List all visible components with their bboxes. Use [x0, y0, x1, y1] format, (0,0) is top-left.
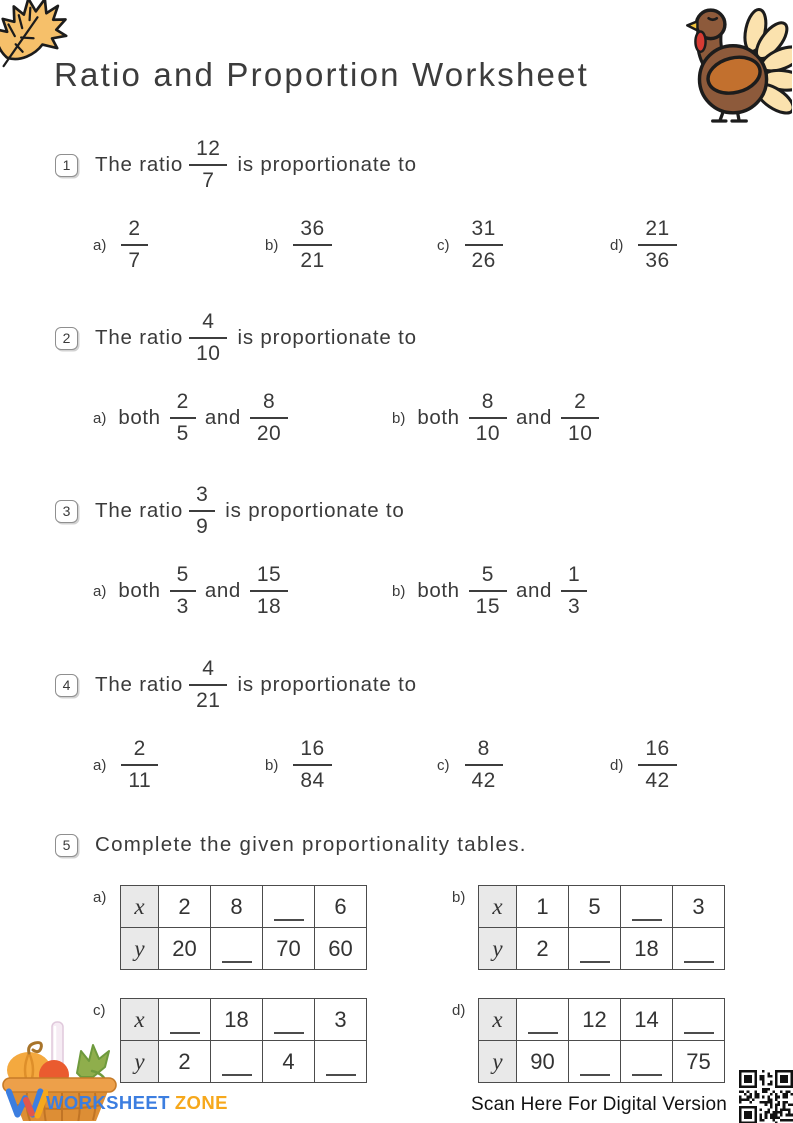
options-row	[0, 733, 793, 797]
fraction-numerator: 3	[189, 483, 215, 512]
row-header-y: y	[121, 1041, 159, 1083]
option-label: b)	[265, 756, 279, 774]
fraction	[170, 563, 196, 619]
row-header-y: y	[121, 928, 159, 970]
fraction	[189, 483, 215, 539]
fraction-denominator: 3	[568, 595, 581, 618]
table-cell: 2	[517, 928, 569, 970]
question-4	[0, 653, 793, 803]
brand-logo-text	[46, 1092, 228, 1114]
table-cell	[621, 1041, 673, 1083]
proportionality-table-a	[120, 885, 367, 970]
fraction-numerator: 1	[561, 563, 587, 592]
options-row	[0, 559, 793, 623]
fraction	[465, 217, 503, 273]
question-prompt	[55, 830, 527, 860]
row-header-x: x	[479, 999, 517, 1041]
fraction-denominator: 7	[202, 169, 215, 192]
question-prompt	[55, 133, 417, 197]
fraction-numerator: 16	[293, 737, 331, 766]
fraction	[561, 390, 599, 446]
fraction-denominator: 3	[176, 595, 189, 618]
table-cell: 70	[263, 928, 315, 970]
prompt-text: Complete the given proportionality tables.	[95, 833, 527, 856]
option-a	[93, 559, 294, 623]
options-row	[0, 386, 793, 450]
fraction	[250, 563, 288, 619]
prompt-text: is proportionate to	[237, 326, 417, 349]
option-word: and	[204, 406, 241, 429]
fraction-numerator: 8	[465, 737, 503, 766]
option-word: both	[417, 406, 460, 429]
option-d	[610, 733, 683, 797]
fraction	[469, 563, 507, 619]
option-word: and	[204, 579, 241, 602]
table-row-x	[121, 999, 367, 1041]
option-c	[437, 213, 509, 277]
qr-code-icon	[739, 1070, 793, 1123]
fraction	[189, 657, 227, 713]
fraction-denominator: 15	[475, 595, 501, 618]
option-word: both	[118, 579, 161, 602]
table-cell: 3	[673, 886, 725, 928]
fraction-numerator: 8	[250, 390, 288, 419]
question-2	[0, 306, 793, 456]
option-word: and	[516, 406, 553, 429]
option-b	[392, 559, 593, 623]
fraction-numerator: 2	[561, 390, 599, 419]
proportionality-table-d	[478, 998, 725, 1083]
fraction	[561, 563, 587, 619]
option-word: both	[118, 406, 161, 429]
question-number-badge: 3	[55, 500, 78, 523]
row-header-x: x	[121, 999, 159, 1041]
option-label: d)	[610, 756, 624, 774]
proportionality-table-b	[478, 885, 725, 970]
prompt-text: is proportionate to	[225, 499, 405, 522]
table-cell	[263, 999, 315, 1041]
table-cell: 2	[159, 1041, 211, 1083]
fraction-denominator: 10	[568, 422, 593, 445]
fraction	[170, 390, 196, 446]
table-cell	[263, 886, 315, 928]
fraction-numerator: 4	[189, 310, 227, 339]
table-row-y	[121, 1041, 367, 1083]
page-title: Ratio and Proportion Worksheet	[54, 56, 589, 93]
option-label: d)	[610, 236, 624, 254]
fraction-numerator: 5	[170, 563, 196, 592]
fraction-numerator: 2	[170, 390, 196, 419]
option-word: both	[417, 579, 460, 602]
fraction-numerator: 2	[121, 217, 147, 246]
table-cell: 8	[211, 886, 263, 928]
question-5	[0, 830, 793, 862]
table-cell	[569, 1041, 621, 1083]
option-a	[93, 386, 294, 450]
fraction-denominator: 36	[645, 249, 670, 272]
fraction-numerator: 2	[121, 737, 158, 766]
fraction-numerator: 15	[250, 563, 288, 592]
fraction-denominator: 5	[176, 422, 189, 445]
fraction-numerator: 31	[465, 217, 503, 246]
prompt-text: is proportionate to	[237, 153, 417, 176]
fraction-denominator: 42	[471, 769, 496, 792]
table-label-b: b)	[452, 889, 466, 906]
fraction-numerator: 21	[638, 217, 676, 246]
fraction-denominator: 20	[256, 422, 282, 445]
fraction	[121, 737, 158, 793]
table-cell: 18	[211, 999, 263, 1041]
row-header-y: y	[479, 928, 517, 970]
fraction-denominator: 11	[128, 769, 152, 792]
table-cell	[621, 886, 673, 928]
option-label: c)	[437, 236, 450, 254]
question-prompt	[55, 479, 405, 543]
fraction	[121, 217, 147, 273]
option-a	[93, 733, 164, 797]
fraction-numerator: 16	[638, 737, 676, 766]
fraction	[638, 737, 676, 793]
fraction-denominator: 21	[196, 689, 221, 712]
fraction	[469, 390, 507, 446]
table-cell: 2	[159, 886, 211, 928]
brand-part-1: WORKSHEET	[46, 1092, 170, 1113]
table-cell: 18	[621, 928, 673, 970]
option-label: c)	[437, 756, 450, 774]
table-cell: 20	[159, 928, 211, 970]
scan-caption: Scan Here For Digital Version	[471, 1094, 728, 1115]
question-number-badge: 1	[55, 154, 78, 177]
prompt-text: The ratio	[95, 326, 184, 349]
table-label-c: c)	[93, 1002, 106, 1019]
fraction-numerator: 4	[189, 657, 227, 686]
fraction-denominator: 21	[300, 249, 325, 272]
question-number-badge: 4	[55, 674, 78, 697]
fraction-denominator: 9	[196, 515, 209, 538]
option-word: and	[516, 579, 553, 602]
prompt-text: is proportionate to	[237, 673, 417, 696]
table-row-y	[479, 1041, 725, 1083]
fraction	[250, 390, 288, 446]
fraction-denominator: 7	[128, 249, 141, 272]
option-label: a)	[93, 582, 107, 600]
option-b	[265, 213, 338, 277]
fraction-denominator: 26	[471, 249, 496, 272]
fraction-denominator: 42	[645, 769, 670, 792]
brand-part-2: ZONE	[174, 1092, 228, 1113]
fraction	[638, 217, 676, 273]
table-cell: 90	[517, 1041, 569, 1083]
table-cell: 5	[569, 886, 621, 928]
option-label: b)	[392, 409, 406, 427]
question-number-badge: 2	[55, 327, 78, 350]
table-row-y	[479, 928, 725, 970]
table-cell	[673, 928, 725, 970]
table-cell	[211, 1041, 263, 1083]
fraction-denominator: 18	[256, 595, 282, 618]
fraction	[189, 310, 227, 366]
fraction	[465, 737, 503, 793]
option-a	[93, 213, 154, 277]
table-cell	[569, 928, 621, 970]
fraction-numerator: 5	[469, 563, 507, 592]
table-cell	[211, 928, 263, 970]
table-cell: 60	[315, 928, 367, 970]
option-c	[437, 733, 509, 797]
fraction-denominator: 84	[300, 769, 325, 792]
table-cell	[673, 999, 725, 1041]
fraction-denominator: 10	[475, 422, 501, 445]
row-header-x: x	[121, 886, 159, 928]
table-cell: 75	[673, 1041, 725, 1083]
question-prompt	[55, 653, 417, 717]
table-cell	[517, 999, 569, 1041]
table-cell: 14	[621, 999, 673, 1041]
question-3	[0, 479, 793, 629]
options-row	[0, 213, 793, 277]
fraction	[189, 137, 227, 193]
option-b	[265, 733, 338, 797]
table-row-y	[121, 928, 367, 970]
table-cell: 4	[263, 1041, 315, 1083]
option-label: a)	[93, 236, 107, 254]
table-cell: 12	[569, 999, 621, 1041]
row-header-y: y	[479, 1041, 517, 1083]
turkey-icon	[670, 2, 792, 124]
question-number-badge: 5	[55, 834, 78, 857]
fraction-numerator: 8	[469, 390, 507, 419]
table-row-x	[479, 886, 725, 928]
fraction-denominator: 10	[196, 342, 221, 365]
option-label: a)	[93, 756, 107, 774]
fraction	[293, 737, 331, 793]
fraction-numerator: 36	[293, 217, 331, 246]
worksheetzone-w-mark-icon	[6, 1086, 48, 1120]
table-label-d: d)	[452, 1002, 466, 1019]
prompt-text: The ratio	[95, 153, 184, 176]
row-header-x: x	[479, 886, 517, 928]
fraction	[293, 217, 331, 273]
option-b	[392, 386, 605, 450]
option-d	[610, 213, 683, 277]
prompt-text: The ratio	[95, 673, 184, 696]
question-prompt	[55, 306, 417, 370]
table-row-x	[479, 999, 725, 1041]
question-1	[0, 133, 793, 283]
table-cell	[315, 1041, 367, 1083]
table-cell: 1	[517, 886, 569, 928]
option-label: a)	[93, 409, 107, 427]
table-cell: 3	[315, 999, 367, 1041]
table-row-x	[121, 886, 367, 928]
option-label: b)	[265, 236, 279, 254]
proportionality-table-c	[120, 998, 367, 1083]
prompt-text: The ratio	[95, 499, 184, 522]
table-cell: 6	[315, 886, 367, 928]
table-label-a: a)	[93, 889, 107, 906]
fraction-numerator: 12	[189, 137, 227, 166]
table-cell	[159, 999, 211, 1041]
option-label: b)	[392, 582, 406, 600]
